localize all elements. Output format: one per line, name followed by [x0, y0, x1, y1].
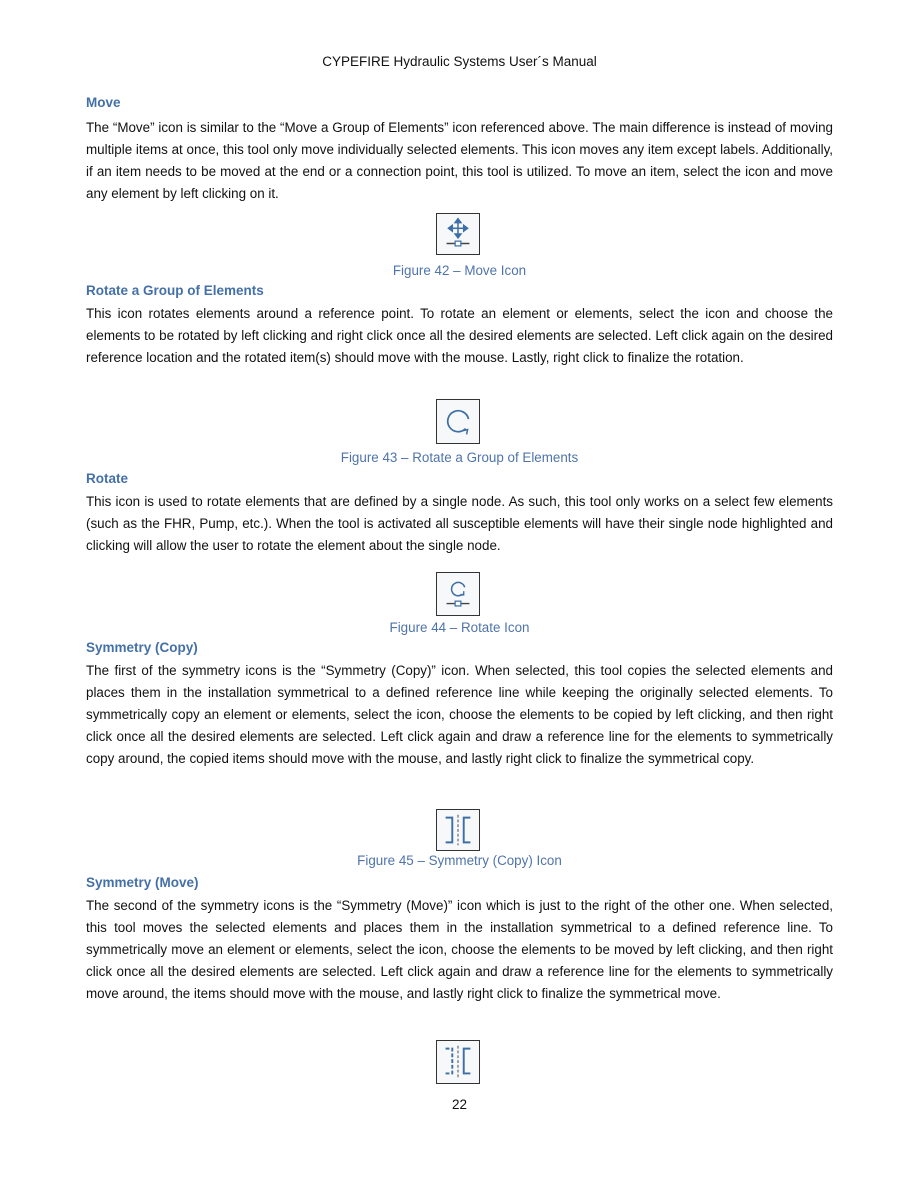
section-text-symmetry-copy: The first of the symmetry icons is the “Symmetry (Copy)” icon. When selected, this tool copies the selected elements and places them in the installation symmetrical to a defined reference line while keeping the originally selected elements. To symmetrically copy an element or elements, select the icon, choose the elements to be copied by left clicking, and then right click once all the desired elements are selected. Left click again and draw a reference line for the elements to symmetrically copy around, the copied items should move with the mouse, and lastly right click to finalize the symmetrical copy.: [86, 663, 833, 766]
section-text-rotate-group: This icon rotates elements around a reference point. To rotate an element or elements, select the icon and choose the elements to be rotated by left clicking and right click once all the desired elements are selected. Left click again on the desired reference location and the rotated item(s) should move with the mouse. Lastly, right click to finalize the rotation.: [86, 306, 833, 365]
symmetry-copy-icon: [436, 809, 480, 851]
figure-caption: Figure 42 – Move Icon: [392, 263, 527, 278]
section-text-rotate: This icon is used to rotate elements that are defined by a single node. As such, this tool only works on a select few elements (such as the FHR, Pump, etc.). When the tool is activated all susceptible elements will have their single node highlighted and clicking will allow the user to rotate the element about the single node.: [86, 494, 833, 553]
symmetry-move-icon: [436, 1040, 480, 1084]
rotate-icon: [436, 572, 480, 616]
section-heading-symmetry-copy: Symmetry (Copy): [86, 640, 198, 655]
section-heading-move: Move: [86, 95, 121, 110]
section-heading-symmetry-move: Symmetry (Move): [86, 875, 199, 890]
figure-caption: Figure 43 – Rotate a Group of Elements: [340, 450, 579, 465]
move-icon: [436, 213, 480, 255]
page-number: 22: [451, 1097, 468, 1112]
section-text-symmetry-move: The second of the symmetry icons is the “Symmetry (Move)” icon which is just to the right of the other one. When selected, this tool moves the selected elements and places them in the installation symmetrical to a defined reference line. To symmetrically move an element or elements, select the icon, choose the elements to be moved by left clicking, and then right click once all the desired elements are selected. Left click again and draw a reference line for the elements to symmetrically move around, the items should move with the mouse, and lastly right click to finalize the symmetrical move.: [86, 898, 833, 1001]
page-header: CYPEFIRE Hydraulic Systems User´s Manual: [322, 54, 597, 69]
figure-caption: Figure 45 – Symmetry (Copy) Icon: [357, 853, 562, 868]
section-heading-rotate: Rotate: [86, 471, 129, 486]
section-text-move: The “Move” icon is similar to the “Move a Group of Elements” icon referenced above. The main difference is instead of moving multiple items at once, this tool only move individually selected elements. This icon moves any item except labels. Additionally, if an item needs to be moved at the end or a connection point, this tool is utilized. To move an item, select the icon and move any element by left clicking on it.: [86, 120, 833, 201]
figure-caption: Figure 44 – Rotate Icon: [389, 620, 530, 635]
rotate-group-icon: [436, 399, 480, 444]
section-heading-rotate-group: Rotate a Group of Elements: [86, 283, 264, 298]
